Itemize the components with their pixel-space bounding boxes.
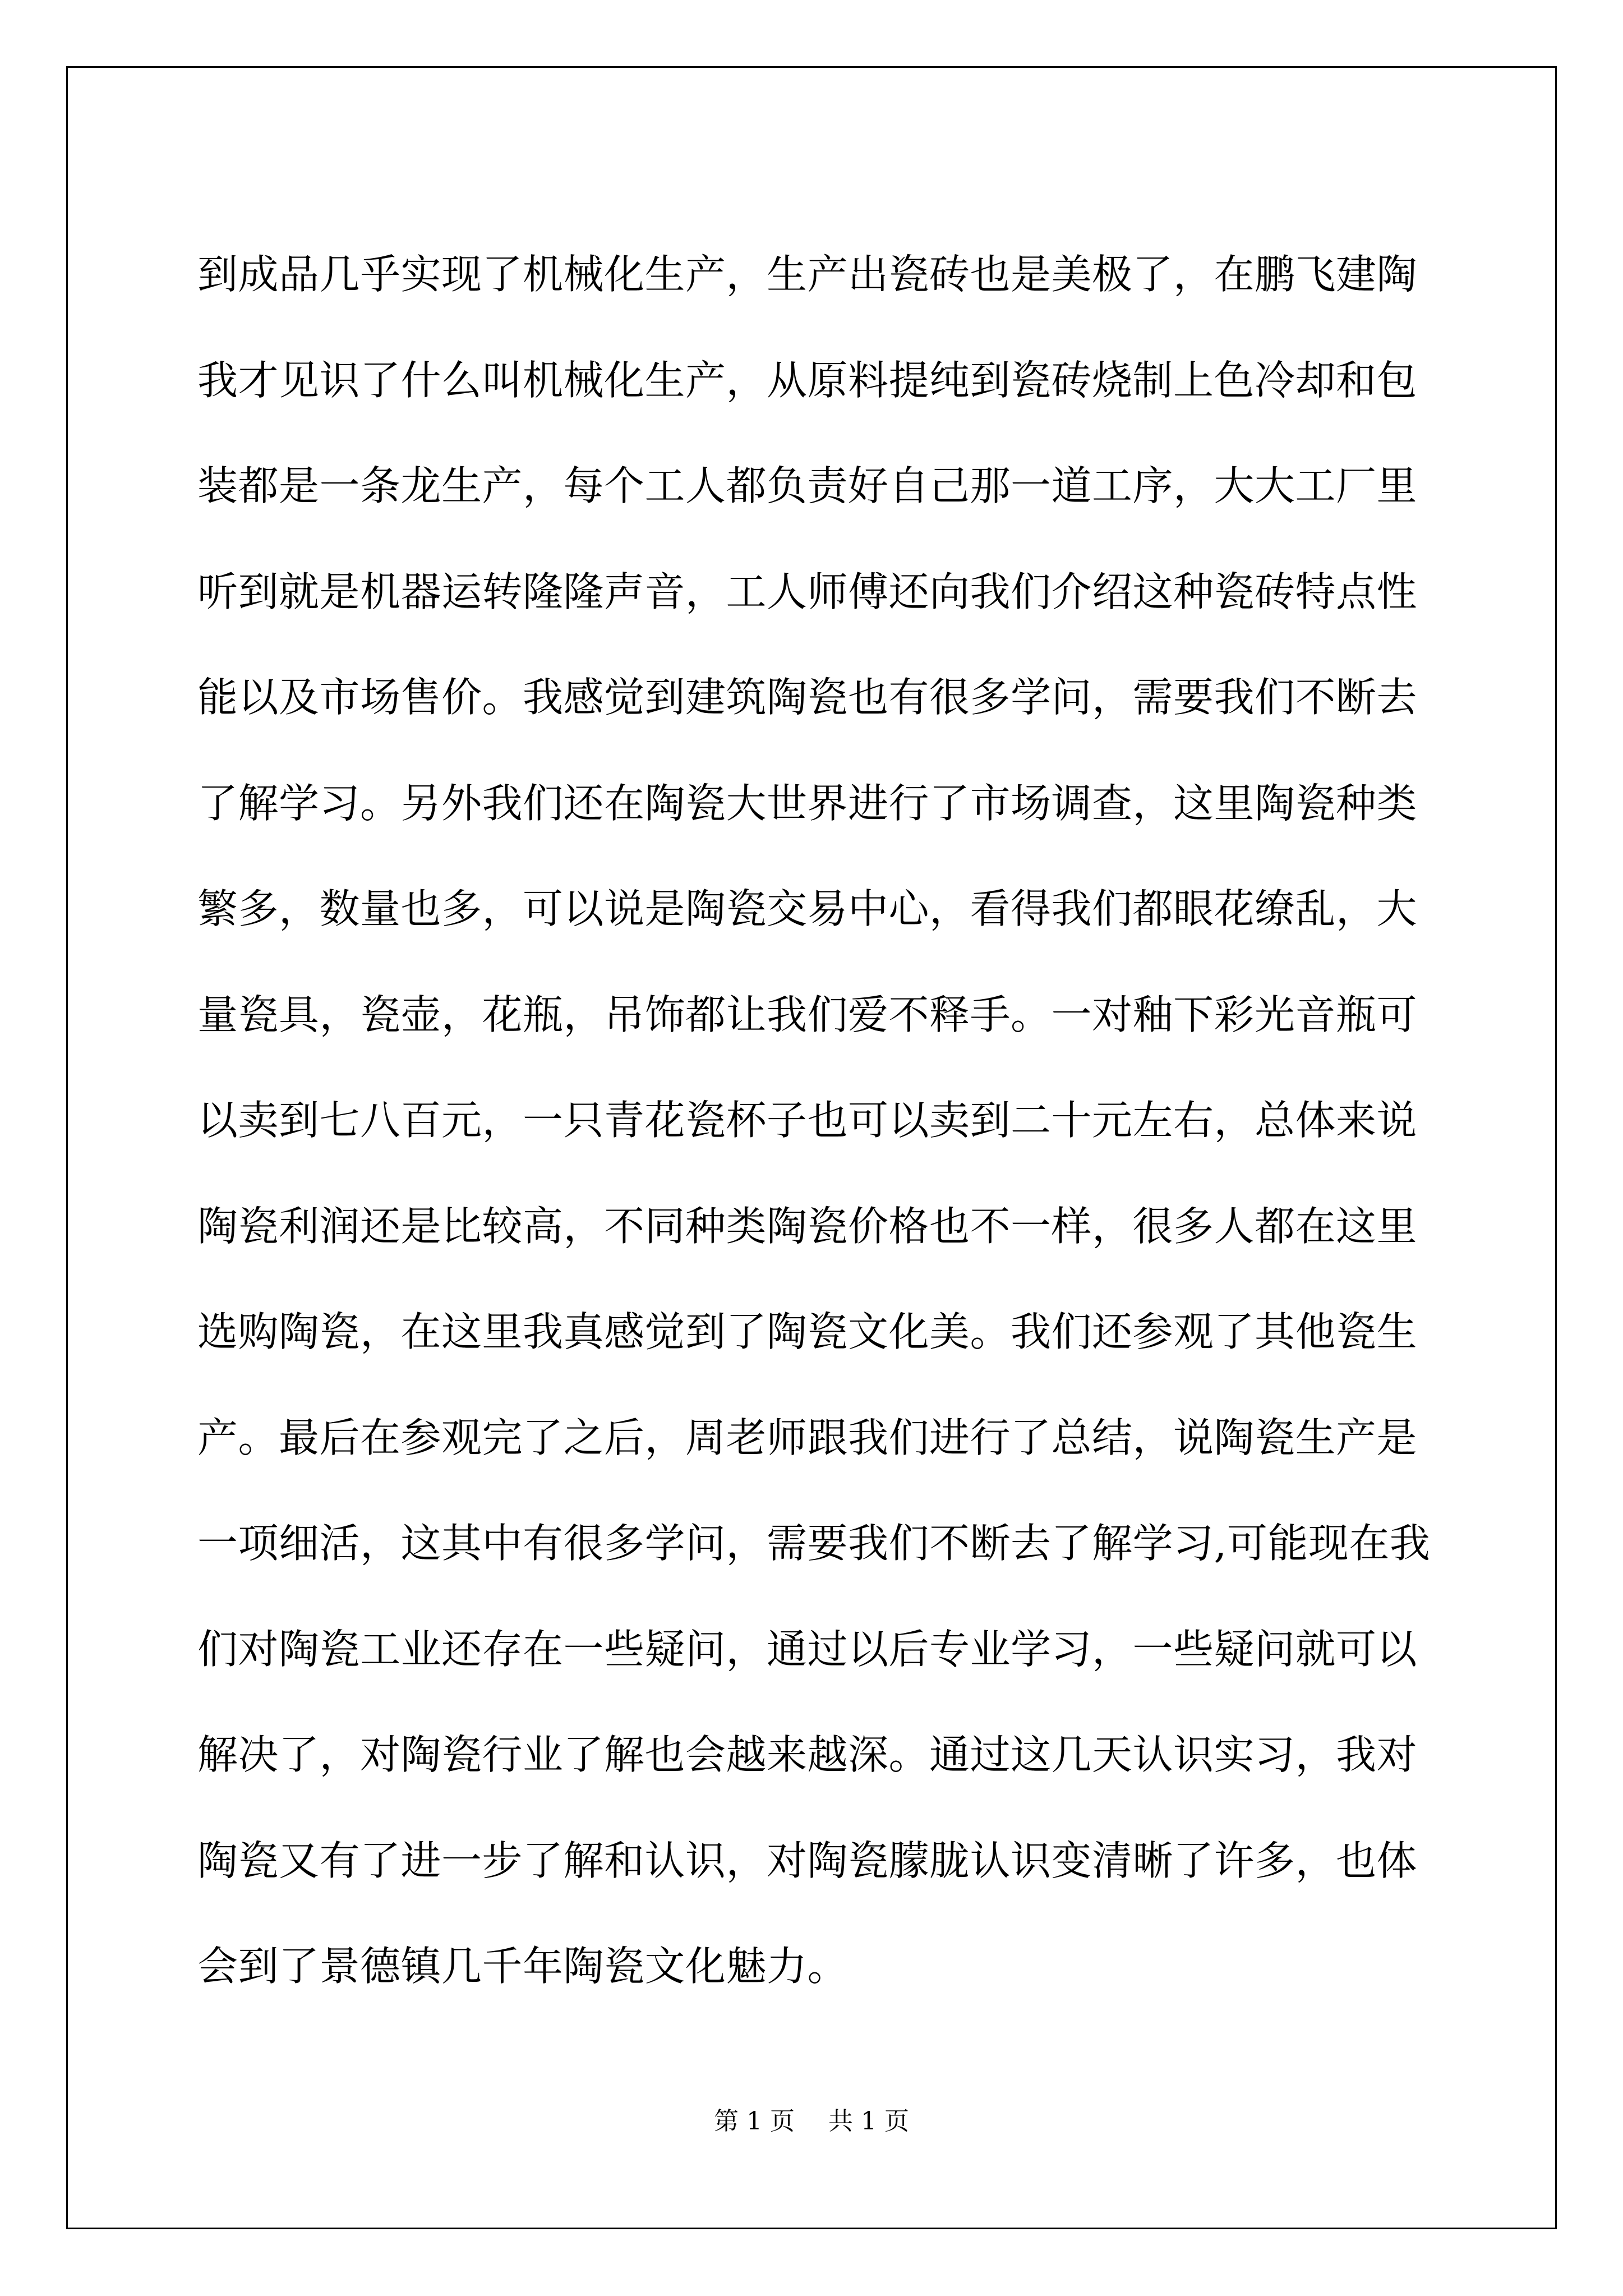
text-line-13: 一项细活，这其中有很多学问，需要我们不断去了解学习,可能现在我 [197,1520,1431,1567]
text-line-12: 产。最后在参观完了之后，周老师跟我们进行了总结，说陶瓷生产是 [197,1414,1418,1461]
text-line-1: 到成品几乎实现了机械化生产，生产出瓷砖也是美极了，在鹏飞建陶 [197,251,1418,298]
text-line-11: 选购陶瓷，在这里我真感觉到了陶瓷文化美。我们还参观了其他瓷生 [197,1308,1418,1355]
text-line-10: 陶瓷利润还是比较高，不同种类陶瓷价格也不一样，很多人都在这里 [197,1202,1418,1250]
page-number: 第 1 页 [714,2107,795,2136]
text-line-3: 装都是一条龙生产，每个工人都负责好自己那一道工序，大大工厂里 [197,462,1418,509]
text-line-9: 以卖到七八百元，一只青花瓷杯子也可以卖到二十元左右，总体来说 [197,1097,1418,1144]
text-line-2: 我才见识了什么叫机械化生产，从原料提纯到瓷砖烧制上色冷却和包 [197,356,1418,404]
document-body [197,222,1431,2019]
text-line-14: 们对陶瓷工业还存在一些疑问，通过以后专业学习，一些疑问就可以 [197,1625,1418,1673]
text-line-15: 解决了，对陶瓷行业了解也会越来越深。通过这几天认识实习，我对 [197,1731,1418,1778]
text-line-4: 听到就是机器运转隆隆声音，工人师傅还向我们介绍这种瓷砖特点性 [197,568,1418,615]
page-footer [0,2105,1623,2138]
text-line-5: 能以及市场售价。我感觉到建筑陶瓷也有很多学问，需要我们不断去 [197,674,1418,721]
text-line-6: 了解学习。另外我们还在陶瓷大世界进行了市场调查，这里陶瓷种类 [197,779,1418,827]
text-line-8: 量瓷具，瓷壶，花瓶，吊饰都让我们爱不释手。一对釉下彩光音瓶可 [197,991,1418,1038]
text-line-16: 陶瓷又有了进一步了解和认识，对陶瓷朦胧认识变清晰了许多，也体 [197,1837,1418,1884]
text-line-17: 会到了景德镇几千年陶瓷文化魅力。 [197,1943,849,1990]
text-line-7: 繁多，数量也多，可以说是陶瓷交易中心，看得我们都眼花缭乱，大 [197,885,1418,932]
page-total: 共 1 页 [828,2107,909,2136]
